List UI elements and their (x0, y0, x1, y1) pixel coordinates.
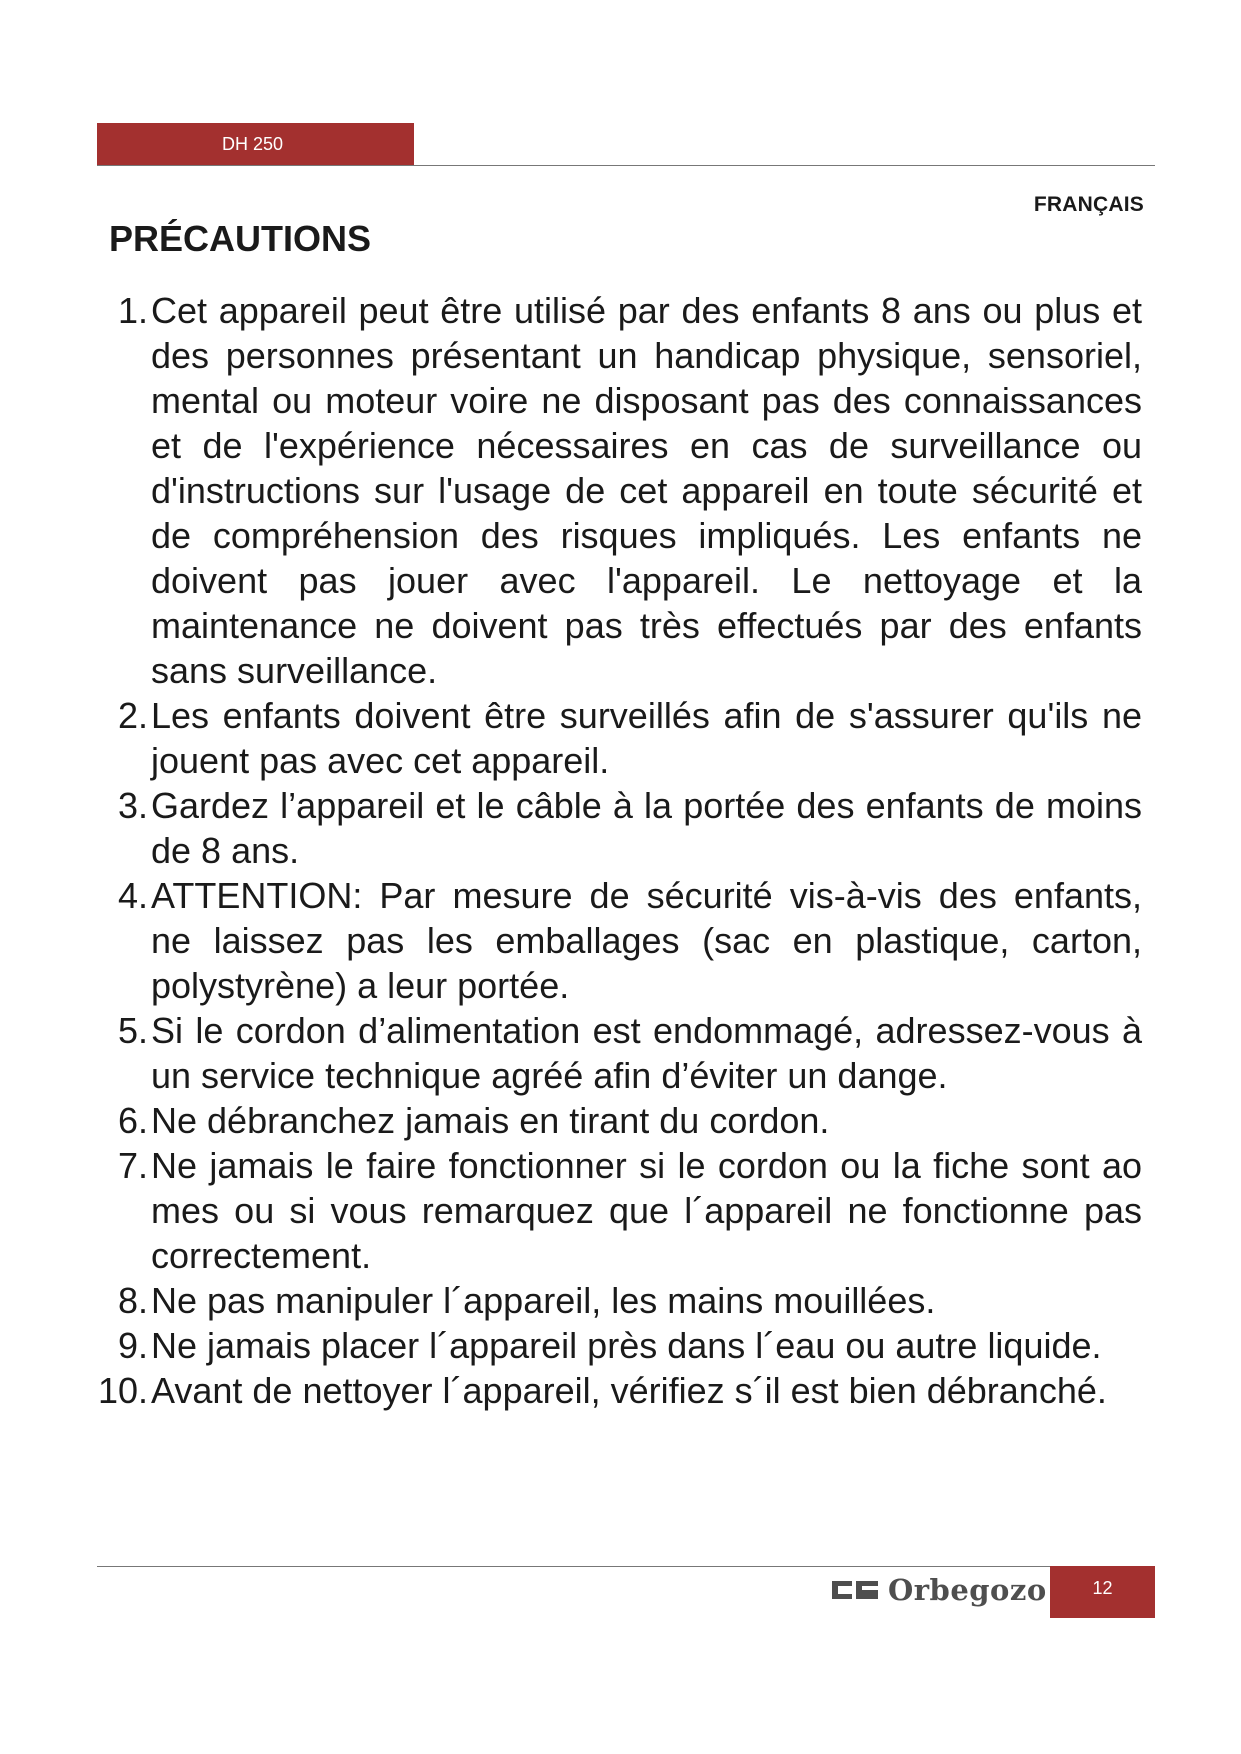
precaution-item (88, 1323, 1142, 1368)
precaution-item (88, 288, 1142, 693)
item-text: Ne jamais placer l´appareil près dans l´eau ou autre liquide. (151, 1325, 1102, 1366)
item-text: Ne débranchez jamais en tirant du cordon. (151, 1100, 830, 1141)
item-text: Ne pas manipuler l´appareil, les mains mouillées. (151, 1280, 936, 1321)
item-number: 3. (117, 785, 148, 826)
precaution-item (88, 783, 1142, 873)
page-number: 12 (1092, 1578, 1113, 1598)
section-title: PRÉCAUTIONS (109, 218, 372, 259)
item-text: Ne jamais le faire fonctionner si le cordon ou la fiche sont ao mes ou si vous remarquez que l´appareil ne fonctionne pas correctement. (151, 1145, 1142, 1276)
item-number: 9. (117, 1325, 148, 1366)
item-number: 6. (117, 1100, 148, 1141)
precaution-item (88, 873, 1142, 1008)
item-number: 2. (117, 695, 148, 736)
item-text: Cet appareil peut être utilisé par des enfants 8 ans ou plus et des personnes présentant un handicap physique, sensoriel, mental ou moteur voire ne disposant pas des connaissances et de l'expérience nécessaires en cas de surveillance ou d'instructions sur l'usage de cet appareil en toute sécurité et de compréhension des risques impliqués. Les enfants ne doivent pas jouer avec l'appareil. Le nettoyage et la maintenance ne doivent pas très effectués par des enfants sans surveillance. (151, 290, 1142, 691)
precaution-item (88, 1368, 1142, 1413)
precaution-item (88, 1143, 1142, 1278)
precautions-list (88, 288, 1142, 1413)
item-text: Avant de nettoyer l´appareil, vérifiez s´il est bien débranché. (151, 1370, 1107, 1411)
model-tab (97, 123, 414, 165)
item-number: 8. (117, 1280, 148, 1321)
precaution-item (88, 693, 1142, 783)
item-text: Si le cordon d’alimentation est endommagé, adressez-vous à un service technique agréé afin d’éviter un dange. (151, 1010, 1142, 1096)
item-number: 5. (117, 1010, 148, 1051)
item-text: Gardez l’appareil et le câble à la portée des enfants de moins de 8 ans. (151, 785, 1142, 871)
header-rule (97, 165, 1155, 166)
precaution-item (88, 1278, 1142, 1323)
item-text: Les enfants doivent être surveillés afin de s'assurer qu'ils ne jouent pas avec cet appareil. (151, 695, 1142, 781)
brand-name: Orbegozo (888, 1573, 1047, 1607)
item-number: 7. (117, 1145, 148, 1186)
item-number: 10. (97, 1370, 148, 1411)
brand-logo (830, 1573, 1047, 1607)
item-number: 4. (117, 875, 148, 916)
brand-mark-icon (830, 1575, 880, 1605)
item-number: 1. (117, 290, 148, 331)
precaution-item (88, 1098, 1142, 1143)
precaution-item (88, 1008, 1142, 1098)
footer-rule (97, 1566, 1155, 1567)
language-label: FRANÇAIS (1033, 193, 1144, 216)
page-number-tab (1050, 1566, 1155, 1618)
model-label: DH 250 (222, 133, 284, 154)
item-text: ATTENTION: Par mesure de sécurité vis-à-vis des enfants, ne laissez pas les emballages (sac en plastique, carton, polystyrène) a leur portée. (151, 875, 1142, 1006)
